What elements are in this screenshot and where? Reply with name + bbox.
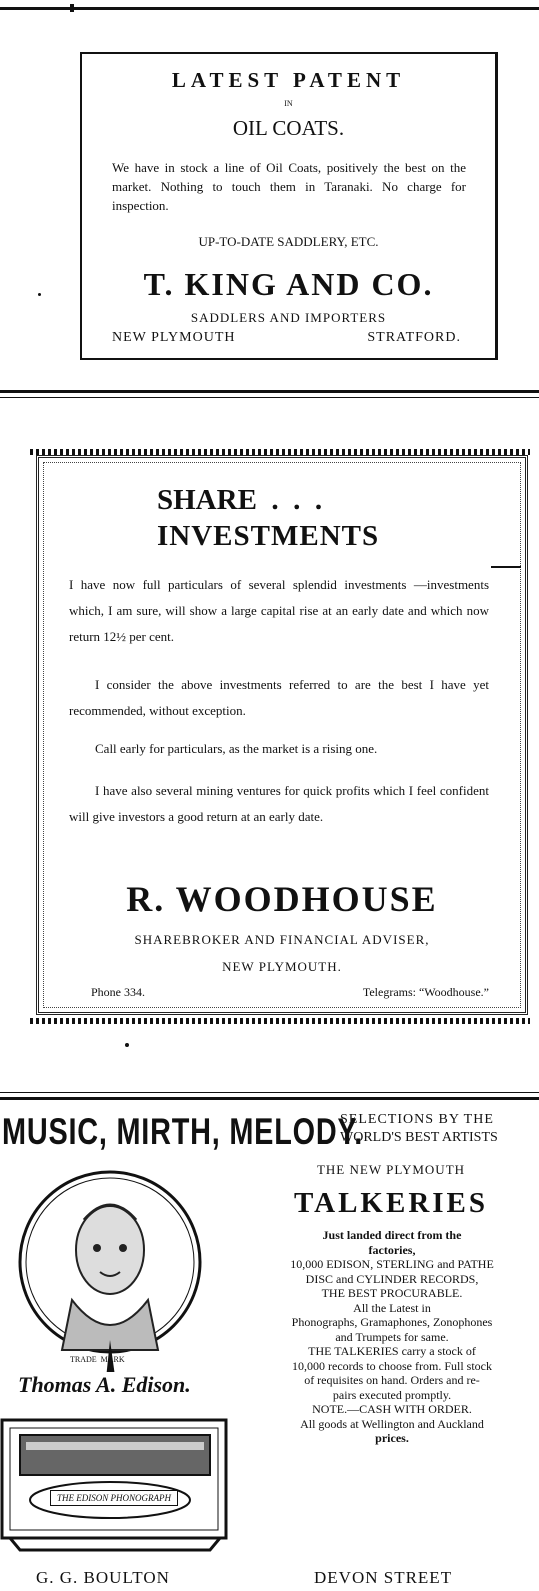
ad2-dash — [491, 566, 521, 568]
ad1-headline: LATEST PATENT — [171, 68, 406, 92]
ad2-paragraph-4: I have also several mining ventures for quick profits which I feel confident will give investors a good return at an early date. — [69, 783, 489, 824]
ad2-phone: Phone 334. — [91, 985, 145, 999]
ad3-footer-left: G. G. BOULTON — [36, 1568, 170, 1587]
edge-mark — [70, 4, 74, 12]
ad3-intro: THE NEW PLYMOUTH — [316, 1162, 466, 1177]
phonograph-label: THE EDISON PHONOGRAPH — [50, 1490, 178, 1506]
trademark-label: TRADE MARK — [70, 1355, 125, 1364]
ad3-line: factories, — [368, 1242, 416, 1257]
ad3-line: All the Latest in — [353, 1300, 431, 1315]
ad1-location-left: NEW PLYMOUTH — [112, 330, 236, 345]
ad3-tagline-2: WORLD'S BEST ARTISTS — [340, 1130, 498, 1145]
ad1-subline: UP-TO-DATE SADDLERY, ETC. — [198, 234, 379, 249]
ad3-line: 10,000 EDISON, STERLING and PATHE — [290, 1257, 494, 1271]
speck — [38, 293, 41, 296]
oil-coats-advert — [80, 52, 498, 360]
ad2-heading-line2: INVESTMENTS — [157, 520, 380, 552]
ad3-headline: MUSIC, MIRTH, MELODY. — [2, 1111, 364, 1152]
ad3-line: All goods at Wellington and Auckland — [300, 1416, 484, 1431]
ad3-line: 10,000 records to choose from. Full stock — [292, 1358, 492, 1373]
ad3-line: DISC and CYLINDER RECORDS, — [305, 1271, 479, 1286]
ad2-title: SHAREBROKER AND FINANCIAL ADVISER, — [134, 932, 430, 947]
ad1-company: T. KING AND CO. — [143, 266, 434, 302]
ad1-location-right: STRATFORD. — [367, 330, 461, 345]
ad2-paragraph-2: I consider the above investments referred to are the best I have yet recommended, without exception. — [69, 677, 489, 718]
separator-rule-thin — [0, 397, 539, 398]
top-rule — [0, 7, 539, 10]
ad3-business-name: TALKERIES — [293, 1187, 489, 1219]
ad2-paragraph-3: Call early for particulars, as the market is a rising one. — [95, 741, 378, 756]
share-investments-advert — [36, 455, 528, 1015]
ad1-in: IN — [284, 99, 293, 108]
ad3-line: and Trumpets for same. — [335, 1329, 449, 1344]
ad3-line: prices. — [375, 1431, 409, 1445]
ad3-footer-right: DEVON STREET — [314, 1568, 453, 1587]
ad3-line: NOTE.—CASH WITH ORDER. — [312, 1402, 472, 1416]
ad2-heading-line1: SHARE . . . — [157, 484, 323, 516]
ad2-bottom-border — [30, 1018, 530, 1024]
ad2-town: NEW PLYMOUTH. — [222, 959, 342, 974]
ad3-line: of requisites on hand. Orders and re- — [304, 1373, 480, 1387]
separator-rule-thick — [0, 1097, 539, 1100]
speck — [125, 1043, 129, 1047]
ad3-tagline-1: SELECTIONS BY THE — [340, 1112, 494, 1127]
ad1-trade: SADDLERS AND IMPORTERS — [190, 310, 387, 325]
edison-signature: Thomas A. Edison. — [14, 1372, 195, 1398]
ad2-paragraph-1: I have now full particulars of several splendid investments —investments which, I am sure, will show a large capital rise at an early date and which now return 12½ per cent. — [69, 577, 489, 644]
separator-rule-thick — [0, 390, 539, 393]
ad3-line: THE TALKERIES carry a stock of — [308, 1344, 476, 1358]
ad1-body: We have in stock a line of Oil Coats, positively the best on the market. Nothing to touch them in Taranaki. No charge for inspection. — [112, 160, 466, 213]
ad1-product: OIL COATS. — [232, 116, 345, 140]
separator-rule-thin — [0, 1092, 539, 1093]
ad2-name: R. WOODHOUSE — [126, 879, 438, 919]
ad2-telegrams: Telegrams: “Woodhouse.” — [362, 985, 489, 999]
ad3-line: Phonographs, Gramaphones, Zonophones — [291, 1315, 493, 1329]
ad3-line: Just landed direct from the — [322, 1228, 462, 1242]
ad3-line: THE BEST PROCURABLE. — [321, 1286, 463, 1300]
ad3-line: pairs executed promptly. — [332, 1387, 452, 1402]
ad3-details — [254, 1228, 530, 1446]
